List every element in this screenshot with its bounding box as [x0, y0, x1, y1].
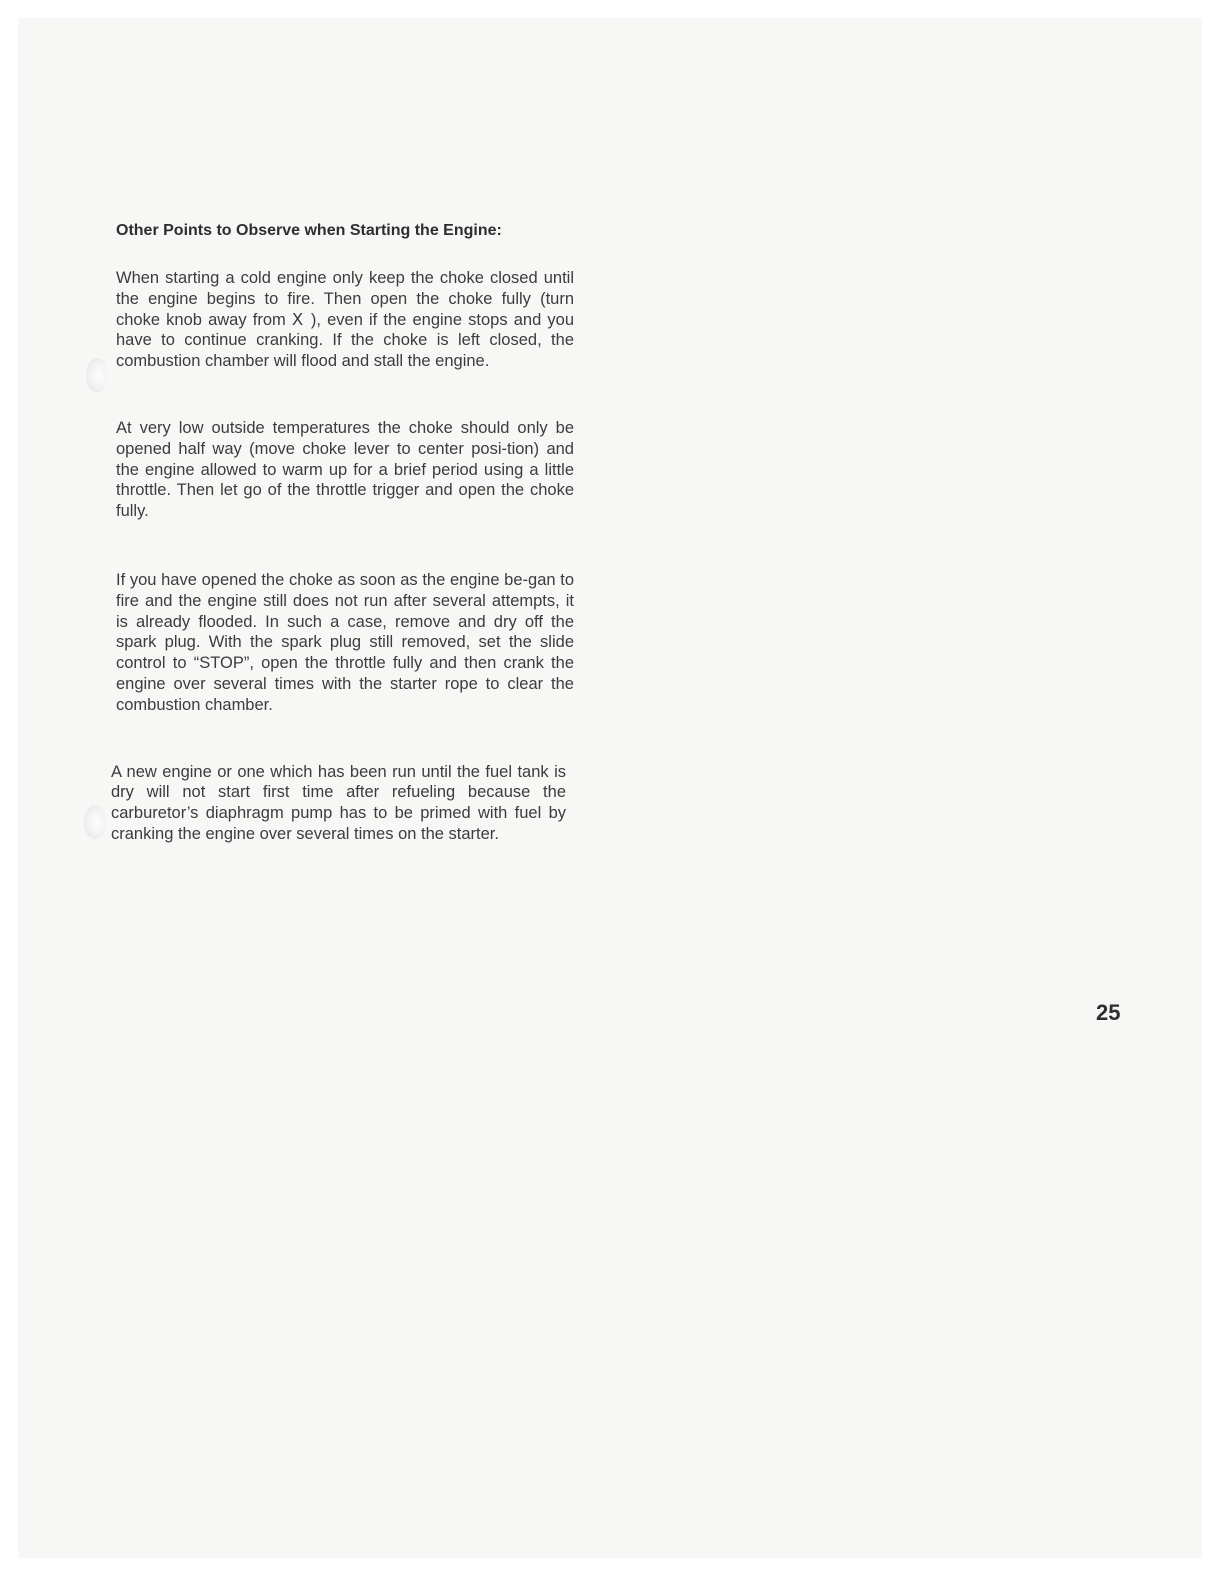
section-heading: Other Points to Observe when Starting the Engine: — [116, 222, 502, 239]
paragraph-new-engine: A new engine or one which has been run until the fuel tank is dry will not start first time after refueling because the carburetor’s diaphragm pump has to be primed with fuel by cranking the engine over several times on the starter. — [111, 762, 566, 843]
punch-hole — [86, 358, 108, 392]
paragraph-low-temperature: At very low outside temperatures the choke should only be opened half way (move choke lever to center posi-tion) and the engine allowed to warm up for a brief period using a little throttle. Then let go of the throttle trigger and open the choke fully. — [116, 418, 574, 521]
paragraph-cold-start: When starting a cold engine only keep the choke closed until the engine begins to fire. Then open the choke fully (turn choke knob away from Ⅹ ), even if the engine stops and you have to continue cranking. If the choke is left closed, the combustion chamber will flood and stall the engine. — [116, 269, 574, 371]
paragraph-flooded-engine: If you have opened the choke as soon as the engine be-gan to fire and the engine still does not run after several attempts, it is already flooded. In such a case, remove and dry off the spark plug. With the spark plug still removed, set the slide control to “STOP”, open the throttle fully and then crank the engine over several times with the starter rope to clear the combustion chamber. — [116, 570, 574, 714]
page-number: 25 — [1096, 1000, 1121, 1025]
page-content — [111, 220, 574, 845]
punch-hole — [84, 805, 106, 839]
